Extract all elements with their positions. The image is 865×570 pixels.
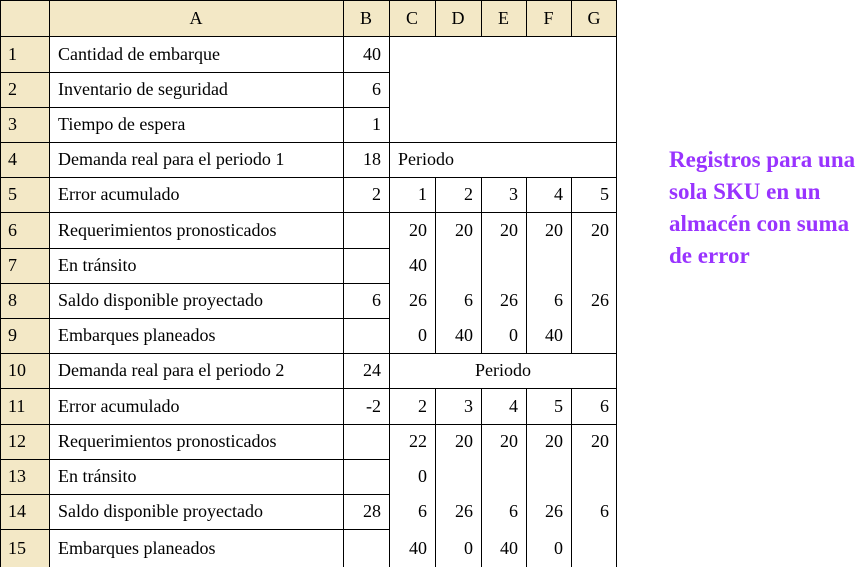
cell-e11[interactable]: 4 bbox=[509, 395, 518, 416]
cell-e14[interactable]: 6 bbox=[509, 501, 518, 521]
cell-e12[interactable]: 20 bbox=[500, 431, 518, 451]
row-header-6[interactable]: 6 bbox=[0, 212, 49, 248]
cell-b11[interactable]: -2 bbox=[366, 395, 381, 416]
row-header-3[interactable]: 3 bbox=[0, 107, 49, 142]
cell-d11[interactable]: 3 bbox=[464, 395, 473, 416]
column-header-b[interactable]: B bbox=[343, 0, 389, 36]
cell-d14[interactable]: 26 bbox=[455, 501, 473, 521]
cell-c7[interactable]: 40 bbox=[409, 255, 427, 275]
column-header-c[interactable]: C bbox=[389, 0, 435, 36]
row-header-15[interactable]: 15 bbox=[0, 529, 49, 567]
cell-a2[interactable]: Inventario de seguridad bbox=[58, 79, 228, 99]
row-header-1[interactable]: 1 bbox=[0, 36, 49, 72]
cell-e8[interactable]: 26 bbox=[500, 290, 518, 310]
cell-d5[interactable]: 2 bbox=[464, 184, 473, 204]
column-header-a[interactable]: A bbox=[49, 0, 343, 36]
cell-g14[interactable]: 6 bbox=[600, 501, 609, 521]
cell-a12[interactable]: Requerimientos pronosticados bbox=[58, 431, 277, 451]
cell-b2[interactable]: 6 bbox=[372, 79, 381, 99]
note-text: Registros para una sola SKU en un almacén con suma de error bbox=[669, 147, 856, 268]
cell-g5[interactable]: 5 bbox=[600, 184, 609, 204]
cell-b8[interactable]: 6 bbox=[372, 290, 381, 310]
cell-a13[interactable]: En tránsito bbox=[58, 466, 137, 486]
cell-d12[interactable]: 20 bbox=[455, 431, 473, 451]
row-header-2[interactable]: 2 bbox=[0, 72, 49, 107]
cell-b14[interactable]: 28 bbox=[363, 501, 381, 521]
column-header-f[interactable]: F bbox=[526, 0, 571, 36]
cell-f12[interactable]: 20 bbox=[545, 431, 563, 451]
row-header-11[interactable]: 11 bbox=[0, 388, 49, 424]
cell-b5[interactable]: 2 bbox=[372, 184, 381, 204]
cell-e15[interactable]: 40 bbox=[500, 537, 518, 558]
row-header-9[interactable]: 9 bbox=[0, 318, 49, 353]
cell-a11[interactable]: Error acumulado bbox=[58, 395, 180, 416]
cell-c6[interactable]: 20 bbox=[409, 219, 427, 240]
cell-d15[interactable]: 0 bbox=[464, 537, 473, 558]
cell-c15[interactable]: 40 bbox=[409, 537, 427, 558]
cell-a10[interactable]: Demanda real para el periodo 2 bbox=[58, 360, 285, 380]
column-header-g[interactable]: G bbox=[571, 0, 617, 36]
cell-c9[interactable]: 0 bbox=[418, 325, 427, 345]
cell-a9[interactable]: Embarques planeados bbox=[58, 325, 216, 345]
cell-d9[interactable]: 40 bbox=[455, 325, 473, 345]
cell-f6[interactable]: 20 bbox=[545, 219, 563, 240]
cell-c8[interactable]: 26 bbox=[409, 290, 427, 310]
cell-a14[interactable]: Saldo disponible proyectado bbox=[58, 501, 263, 521]
cell-g8[interactable]: 26 bbox=[591, 290, 609, 310]
cell-e6[interactable]: 20 bbox=[500, 219, 518, 240]
cell-a4[interactable]: Demanda real para el periodo 1 bbox=[58, 149, 285, 169]
cell-a15[interactable]: Embarques planeados bbox=[58, 537, 216, 558]
cell-b10[interactable]: 24 bbox=[363, 360, 381, 380]
cell-g11[interactable]: 6 bbox=[600, 395, 609, 416]
cell-c11[interactable]: 2 bbox=[418, 395, 427, 416]
cell-g12[interactable]: 20 bbox=[591, 431, 609, 451]
cell-a5[interactable]: Error acumulado bbox=[58, 184, 180, 204]
cell-a3[interactable]: Tiempo de espera bbox=[58, 114, 186, 134]
row-header-13[interactable]: 13 bbox=[0, 459, 49, 494]
cell-f11[interactable]: 5 bbox=[554, 395, 563, 416]
cell-c12[interactable]: 22 bbox=[409, 431, 427, 451]
periodo-label-2: Periodo bbox=[475, 360, 531, 380]
row-header-8[interactable]: 8 bbox=[0, 283, 49, 318]
column-header-d[interactable]: D bbox=[435, 0, 481, 36]
cell-f15[interactable]: 0 bbox=[554, 537, 563, 558]
cell-b3[interactable]: 1 bbox=[372, 114, 381, 134]
cell-g6[interactable]: 20 bbox=[591, 219, 609, 240]
cell-c5[interactable]: 1 bbox=[418, 184, 427, 204]
row-header-14[interactable]: 14 bbox=[0, 494, 49, 529]
row-header-7[interactable]: 7 bbox=[0, 248, 49, 283]
cell-b4[interactable]: 18 bbox=[363, 149, 381, 169]
cell-f5[interactable]: 4 bbox=[554, 184, 563, 204]
row-header-10[interactable]: 10 bbox=[0, 353, 49, 388]
cell-e5[interactable]: 3 bbox=[509, 184, 518, 204]
cell-d6[interactable]: 20 bbox=[455, 219, 473, 240]
cell-f14[interactable]: 26 bbox=[545, 501, 563, 521]
cell-e9[interactable]: 0 bbox=[509, 325, 518, 345]
cell-f8[interactable]: 6 bbox=[554, 290, 563, 310]
cell-d8[interactable]: 6 bbox=[464, 290, 473, 310]
cell-c13[interactable]: 0 bbox=[418, 466, 427, 486]
row-header-4[interactable]: 4 bbox=[0, 142, 49, 177]
cell-a7[interactable]: En tránsito bbox=[58, 255, 137, 275]
cell-a6[interactable]: Requerimientos pronosticados bbox=[58, 219, 277, 240]
cell-b1[interactable]: 40 bbox=[363, 43, 381, 64]
row-header-5[interactable]: 5 bbox=[0, 177, 49, 212]
periodo-label-1: Periodo bbox=[398, 149, 454, 169]
cell-c14[interactable]: 6 bbox=[418, 501, 427, 521]
cell-a1[interactable]: Cantidad de embarque bbox=[58, 43, 220, 64]
row-header-12[interactable]: 12 bbox=[0, 424, 49, 459]
cell-a8[interactable]: Saldo disponible proyectado bbox=[58, 290, 263, 310]
cell-f9[interactable]: 40 bbox=[545, 325, 563, 345]
column-header-e[interactable]: E bbox=[481, 0, 526, 36]
